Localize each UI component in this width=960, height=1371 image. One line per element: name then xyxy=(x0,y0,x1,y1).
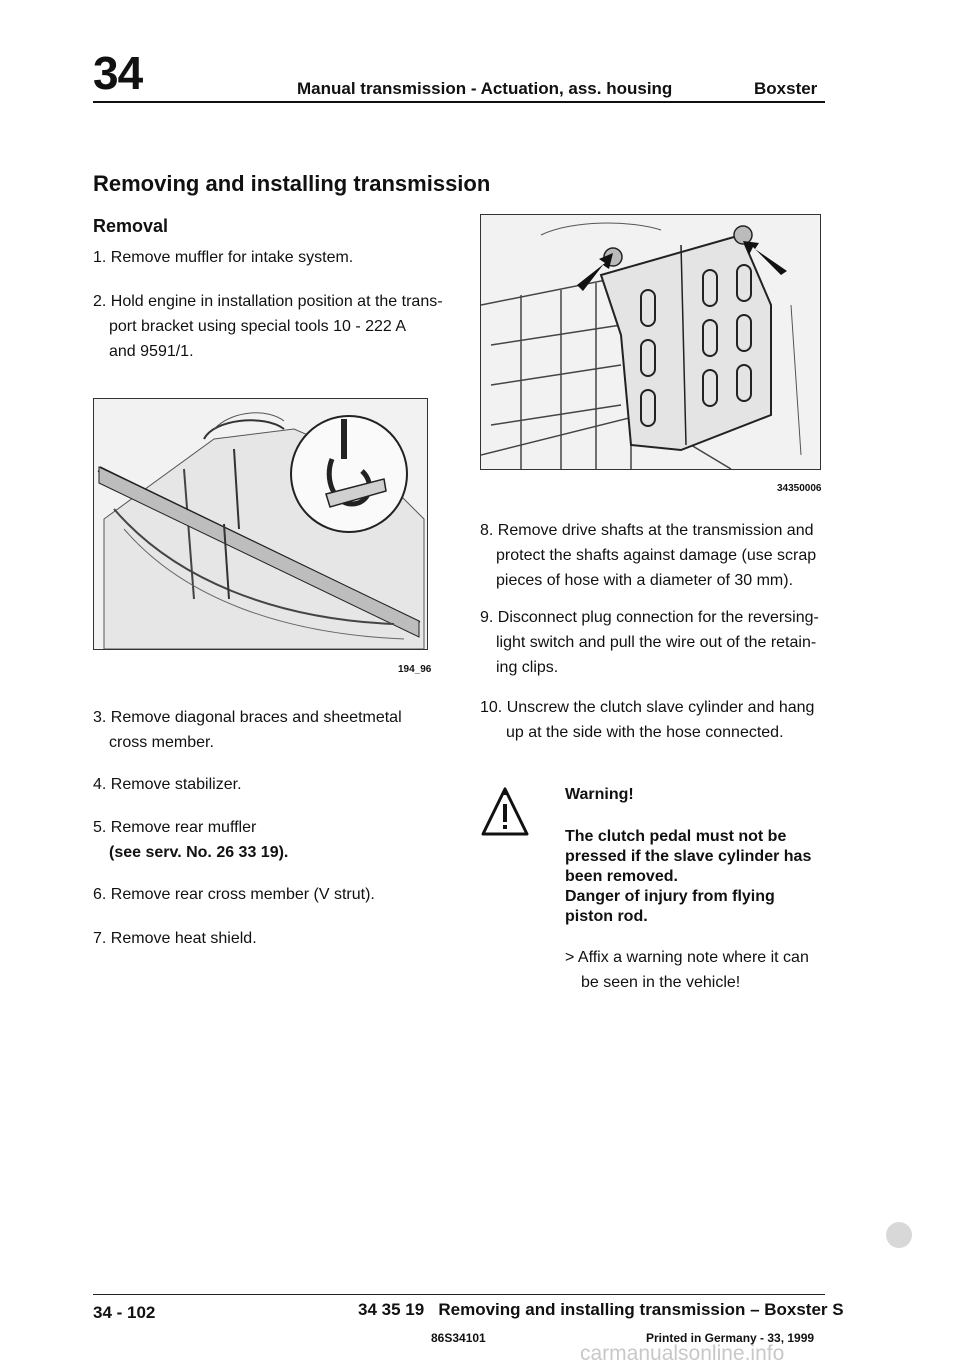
page-title: Removing and installing transmission xyxy=(93,171,491,196)
warning-triangle-icon xyxy=(480,784,540,844)
step-8 xyxy=(480,518,825,593)
step-5-line-2: (see serv. No. 26 33 19). xyxy=(109,844,289,861)
header-divider xyxy=(93,101,825,103)
figure-2-caption: 34350006 xyxy=(777,483,822,494)
warning-line-3: been removed. xyxy=(565,868,678,885)
warning-title: Warning! xyxy=(565,786,634,803)
footer-printed: Printed in Germany - 33, 1999 xyxy=(646,1331,815,1345)
footer-doc-code: 86S34101 xyxy=(431,1331,486,1345)
step-2-line-2: port bracket using special tools 10 - 222 A xyxy=(109,318,407,335)
step-6: 6. Remove rear cross member (V strut). xyxy=(93,886,375,903)
warning-line-5: piston rod. xyxy=(565,908,648,925)
section-number: 34 xyxy=(93,47,143,99)
step-10 xyxy=(480,695,825,745)
subsection-title: Removal xyxy=(93,216,169,236)
footer-reference: 34 35 19 Removing and installing transmission – Boxster S xyxy=(358,1300,844,1319)
step-10-line-2: up at the side with the hose connected. xyxy=(506,724,784,741)
step-9-line-1: 9. Disconnect plug connection for the reversing- xyxy=(480,609,819,626)
footer-divider xyxy=(93,1294,825,1295)
step-1: 1. Remove muffler for intake system. xyxy=(93,249,354,266)
warning-line-1: The clutch pedal must not be xyxy=(565,828,787,845)
figure-engine-support-bracket xyxy=(93,398,428,650)
step-9-line-3: ing clips. xyxy=(496,659,559,676)
step-3-line-2: cross member. xyxy=(109,734,214,751)
warning-line-4: Danger of injury from flying xyxy=(565,888,775,905)
step-3 xyxy=(93,705,463,755)
figure-heat-shield xyxy=(480,214,821,470)
page-marker-dot xyxy=(886,1222,912,1248)
step-5-line-1: 5. Remove rear muffler xyxy=(93,819,257,836)
step-3-line-1: 3. Remove diagonal braces and sheetmetal xyxy=(93,709,402,726)
step-8-line-3: pieces of hose with a diameter of 30 mm). xyxy=(496,572,794,589)
step-9 xyxy=(480,605,825,680)
page-number: 34 - 102 xyxy=(93,1303,156,1322)
header-model: Boxster xyxy=(754,79,818,98)
step-2-line-3: and 9591/1. xyxy=(109,343,194,360)
step-8-line-1: 8. Remove drive shafts at the transmission and xyxy=(480,522,814,539)
header-title: Manual transmission - Actuation, ass. housing xyxy=(297,79,673,98)
step-9-line-2: light switch and pull the wire out of the retain- xyxy=(496,634,817,651)
step-4: 4. Remove stabilizer. xyxy=(93,776,242,793)
figure-1-caption: 194_96 xyxy=(398,664,432,675)
step-7: 7. Remove heat shield. xyxy=(93,930,257,947)
warning-note xyxy=(565,945,825,995)
step-10-line-1: 10. Unscrew the clutch slave cylinder and hang xyxy=(480,699,815,716)
step-2-line-1: 2. Hold engine in installation position at the trans- xyxy=(93,293,443,310)
step-5 xyxy=(93,815,463,865)
warning-line-2: pressed if the slave cylinder has xyxy=(565,848,812,865)
engine-support-illustration xyxy=(94,399,427,649)
heat-shield-illustration xyxy=(481,215,820,469)
warning-note-line-2: be seen in the vehicle! xyxy=(581,974,741,991)
warning-note-line-1: > Affix a warning note where it can xyxy=(565,949,809,966)
warning-text xyxy=(565,827,825,927)
step-2 xyxy=(93,289,463,364)
step-8-line-2: protect the shafts against damage (use scrap xyxy=(496,547,817,564)
watermark: carmanualsonline.info xyxy=(580,1342,785,1365)
